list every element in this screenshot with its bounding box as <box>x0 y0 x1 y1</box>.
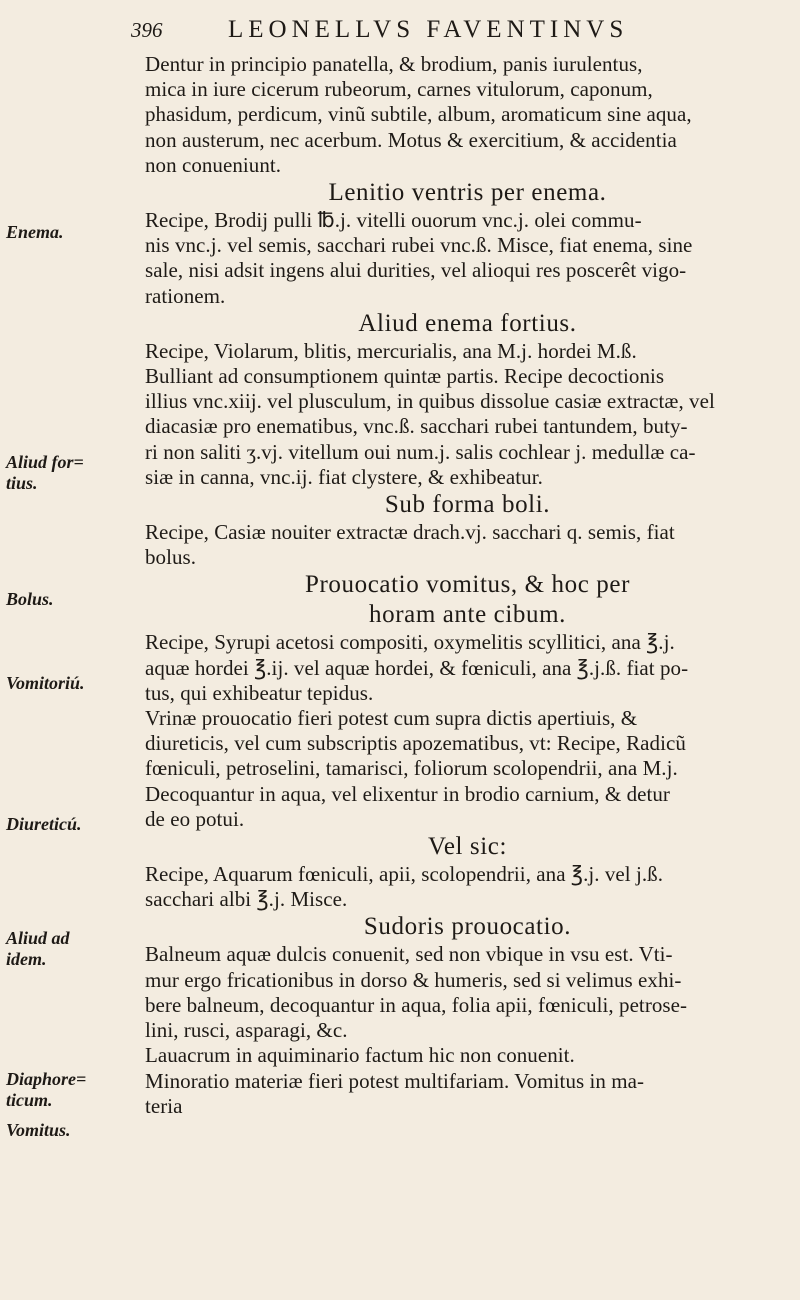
text-line: diureticis, vel cum subscriptis apozematibus, vt: Recipe, Radicũ <box>145 731 686 756</box>
text-line: lini, rusci, asparagi, &c. <box>145 1018 348 1043</box>
text-line: phasidum, perdicum, vinũ subtile, album, aromaticum sine aqua, <box>145 102 692 127</box>
text-line: diacasiæ pro enematibus, vnc.ß. sacchari rubei tantundem, buty- <box>145 414 688 439</box>
text-line: teria <box>145 1093 183 1118</box>
paragraph <box>145 339 790 490</box>
text-line: Bulliant ad consumptionem quintæ partis. Recipe decoctionis <box>145 364 665 389</box>
text-line: bolus. <box>145 545 197 570</box>
text-line: illius vnc.xiij. vel plusculum, in quibus dissolue casiæ extractæ, vel <box>145 389 715 414</box>
text-line: nis vnc.j. vel semis, sacchari rubei vnc.ß. Misce, fiat enema, sine <box>145 233 693 258</box>
margin-note-line: Diaphore= <box>6 1069 87 1089</box>
section-heading: Sub forma boli. <box>384 491 551 519</box>
paragraph <box>145 520 790 570</box>
margin-note-line: ticum. <box>6 1090 53 1110</box>
text-line: de eo potui. <box>145 806 245 831</box>
margin-note-line: tius. <box>6 473 38 493</box>
paragraph <box>145 942 790 1118</box>
margin-note-line: Aliud ad <box>6 928 70 948</box>
margin-note-enema: Enema. <box>6 222 64 242</box>
section-heading: Vel sic: <box>427 833 508 861</box>
margin-note-aliud-ad-idem <box>6 928 146 970</box>
margin-note-diaphoreticum <box>6 1069 146 1111</box>
text-line: rationem. <box>145 283 226 308</box>
paragraph <box>145 52 790 178</box>
text-line: fœniculi, petroselini, tamarisci, foliorum scolopendrii, ana M.j. <box>145 756 678 781</box>
text-line: Recipe, Casiæ nouiter extractæ drach.vj. sacchari q. semis, fiat <box>145 520 675 545</box>
text-line: mica in iure cicerum rubeorum, carnes vitulorum, caponum, <box>145 77 653 102</box>
text-line: mur ergo fricationibus in dorso & humeris, sed si velimus exhi- <box>145 967 682 992</box>
text-line: aquæ hordei ℥.ij. vel aquæ hordei, & fœniculi, ana ℥.j.ß. fiat po- <box>145 655 689 680</box>
text-line: ri non saliti ʒ.vj. vitellum oui num.j. salis cochlear j. medullæ ca- <box>145 439 696 464</box>
text-line: Vrinæ prouocatio fieri potest cum supra dictis apertiuis, & <box>145 706 638 731</box>
margin-note-vomitorium: Vomitoriú. <box>6 673 85 693</box>
text-line: Lauacrum in aquiminario factum hic non conuenit. <box>145 1043 575 1068</box>
section-heading: Lenitio ventris per enema. <box>328 179 607 207</box>
text-line: Balneum aquæ dulcis conuenit, sed non vbique in vsu est. Vti- <box>145 942 673 967</box>
margin-note-vomitus: Vomitus. <box>6 1120 71 1140</box>
text-line: siæ in canna, vnc.ij. fiat clystere, & exhibeatur. <box>145 464 543 489</box>
margin-note-diureticum: Diureticú. <box>6 814 82 834</box>
text-line: bere balneum, decoquantur in aqua, folia apii, fœniculi, petrose- <box>145 992 688 1017</box>
section-heading: horam ante cibum. <box>369 601 566 629</box>
text-line: non conueniunt. <box>145 152 282 177</box>
section-heading: Sudoris prouocatio. <box>363 913 572 941</box>
text-line: sacchari albi ℥.j. Misce. <box>145 887 348 912</box>
margin-note-line: Aliud for= <box>6 452 84 472</box>
text-line: Recipe, Syrupi acetosi compositi, oxymelitis scyllitici, ana ℥.j. <box>145 630 675 655</box>
text-line: non austerum, nec acerbum. Motus & exercitium, & accidentia <box>145 127 677 152</box>
main-text <box>145 52 790 1119</box>
text-line: sale, nisi adsit ingens alui durities, vel alioqui res poscerêt vigo- <box>145 258 687 283</box>
margin-note-bolus: Bolus. <box>6 589 54 609</box>
margin-note-aliud-fortius <box>6 452 146 494</box>
text-line: tus, qui exhibeatur tepidus. <box>145 680 374 705</box>
paragraph <box>145 862 790 912</box>
text-line: Recipe, Aquarum fœniculi, apii, scolopendrii, ana ℥.j. vel j.ß. <box>145 862 663 887</box>
paragraph <box>145 208 790 309</box>
text-line: Dentur in principio panatella, & brodium, panis iurulentus, <box>145 52 643 76</box>
text-line: Recipe, Brodij pulli ℔.j. vitelli ouorum vnc.j. olei commu- <box>145 208 642 233</box>
paragraph <box>145 706 790 832</box>
running-head: LEONELLVS FAVENTINVS <box>228 16 629 43</box>
section-heading: Aliud enema fortius. <box>358 309 577 337</box>
text-line: Minoratio materiæ fieri potest multifariam. Vomitus in ma- <box>145 1068 645 1093</box>
margin-note-line: idem. <box>6 949 47 969</box>
section-heading: Prouocatio vomitus, & hoc per <box>305 571 630 599</box>
text-line: Decoquantur in aqua, vel elixentur in brodio carnium, & detur <box>145 781 670 806</box>
page-number: 396 <box>131 18 163 42</box>
paragraph <box>145 630 790 706</box>
text-line: Recipe, Violarum, blitis, mercurialis, ana M.j. hordei M.ß. <box>145 338 637 363</box>
page-header <box>0 12 800 48</box>
